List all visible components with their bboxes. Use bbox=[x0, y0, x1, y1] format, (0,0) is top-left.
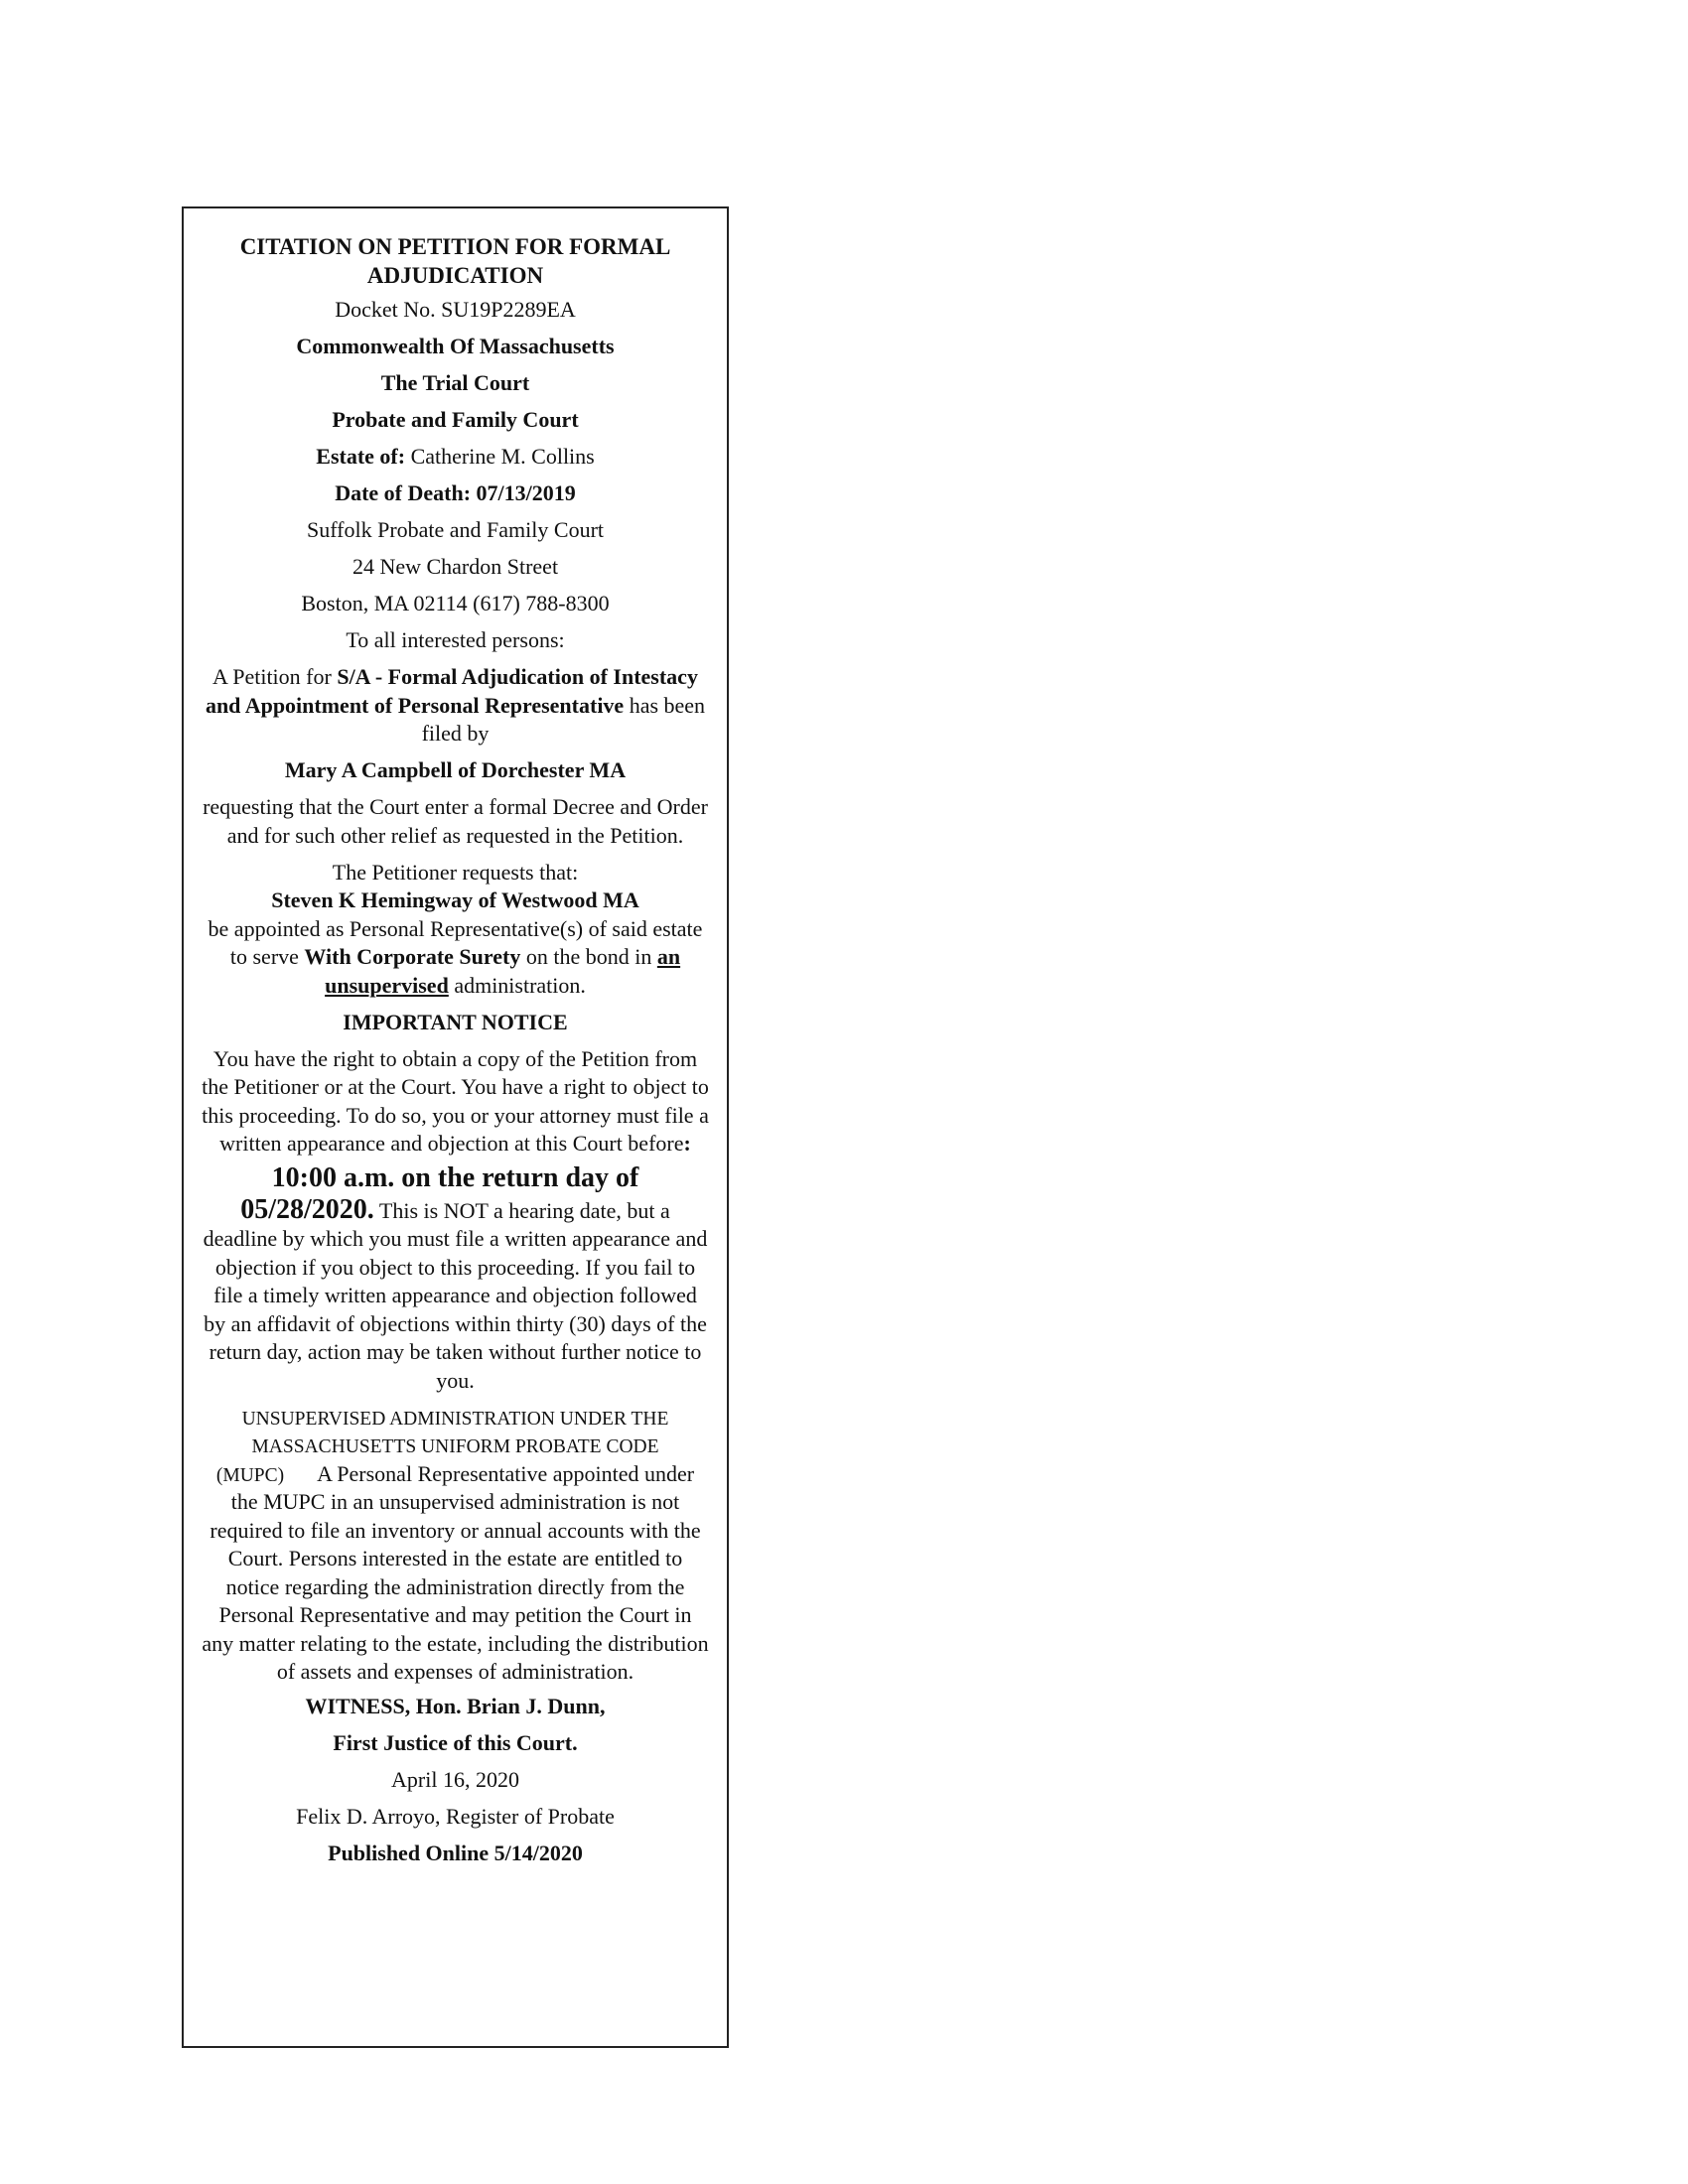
estate-line bbox=[202, 443, 709, 472]
estate-name: Catherine M. Collins bbox=[410, 444, 595, 469]
requests-intro: The Petitioner requests that: bbox=[332, 859, 579, 885]
mupc-heading: UNSUPERVISED ADMINISTRATION UNDER THE MASSACHUSETTS UNIFORM PROBATE CODE (MUPC) bbox=[215, 1408, 669, 1486]
surety-type: With Corporate Surety bbox=[304, 944, 521, 969]
witness-title: First Justice of this Court. bbox=[333, 1729, 578, 1755]
petition-filed-by: has been filed by bbox=[421, 692, 706, 746]
legal-notice bbox=[182, 206, 729, 2048]
register-line: Felix D. Arroyo, Register of Probate bbox=[296, 1803, 615, 1829]
petitioner-name: Mary A Campbell of Dorchester MA bbox=[284, 757, 627, 782]
deadline-text: This is NOT a hearing date, but a deadline by which you must file a written appearance and objection if you object to this proceeding. If you fail to file a timely written appearance and objection followed by an affidavit of objections within thirty (30) days of the return day, action may be taken without further notice to you. bbox=[203, 1197, 708, 1393]
petition-type: S/A - Formal Adjudication of Intestacy and Appointment of Personal Representative bbox=[205, 664, 698, 718]
court-division-heading: Probate and Family Court bbox=[332, 407, 579, 432]
date-of-death: Date of Death: 07/13/2019 bbox=[335, 480, 576, 505]
appointment-paragraph bbox=[202, 887, 709, 1000]
rights-colon: : bbox=[683, 1131, 691, 1156]
rights-paragraph bbox=[202, 1045, 709, 1159]
estate-label: Estate of: bbox=[316, 444, 406, 469]
return-time: 10:00 a.m. on the return day of bbox=[271, 1161, 639, 1193]
petition-intro: A Petition for bbox=[212, 664, 332, 689]
mupc-paragraph bbox=[202, 1404, 709, 1687]
admin-type: an unsupervised bbox=[325, 944, 681, 998]
appoint-text-1: be appointed as Personal Representative(s) of said estate to serve bbox=[208, 915, 703, 969]
mupc-text: A Personal Representative appointed under the MUPC in an unsupervised administration is not required to file an inventory or annual accounts with the Court. Persons interested in the estate are entitled to notice regarding the administration directly from the Personal Representative and may petition the Court in any matter relating to the estate, including the distribution of assets and expenses of administration. bbox=[202, 1460, 709, 1684]
notice-title: CITATION ON PETITION FOR FORMAL ADJUDICATION bbox=[239, 234, 671, 288]
request-paragraph: requesting that the Court enter a formal Decree and Order and for such other relief as requested in the Petition. bbox=[203, 794, 708, 848]
return-date: 05/28/2020. bbox=[240, 1193, 374, 1225]
important-notice-heading: IMPORTANT NOTICE bbox=[343, 1009, 568, 1034]
appoint-text-3: administration. bbox=[454, 972, 586, 998]
trial-court-heading: The Trial Court bbox=[380, 370, 530, 395]
appoint-text-2: on the bond in bbox=[525, 944, 652, 969]
docket-number: Docket No. SU19P2289EA bbox=[335, 297, 576, 322]
commonwealth-heading: Commonwealth Of Massachusetts bbox=[296, 334, 615, 358]
court-city-phone: Boston, MA 02114 (617) 788-8300 bbox=[301, 591, 610, 615]
witness-line: WITNESS, Hon. Brian J. Dunn, bbox=[305, 1693, 606, 1718]
court-name: Suffolk Probate and Family Court bbox=[306, 517, 605, 542]
deadline-paragraph bbox=[202, 1193, 709, 1396]
petition-paragraph bbox=[202, 663, 709, 749]
appointee-name: Steven K Hemingway of Westwood MA bbox=[271, 887, 639, 912]
court-street: 24 New Chardon Street bbox=[352, 554, 559, 579]
rights-text: You have the right to obtain a copy of the Petition from the Petitioner or at the Court. You have a right to object to this proceeding. To do so, you or your attorney must file a written appearance and objection at this Court before bbox=[202, 1045, 709, 1156]
sign-date: April 16, 2020 bbox=[391, 1766, 519, 1792]
salutation: To all interested persons: bbox=[346, 627, 565, 652]
published-line: Published Online 5/14/2020 bbox=[328, 1840, 583, 1865]
